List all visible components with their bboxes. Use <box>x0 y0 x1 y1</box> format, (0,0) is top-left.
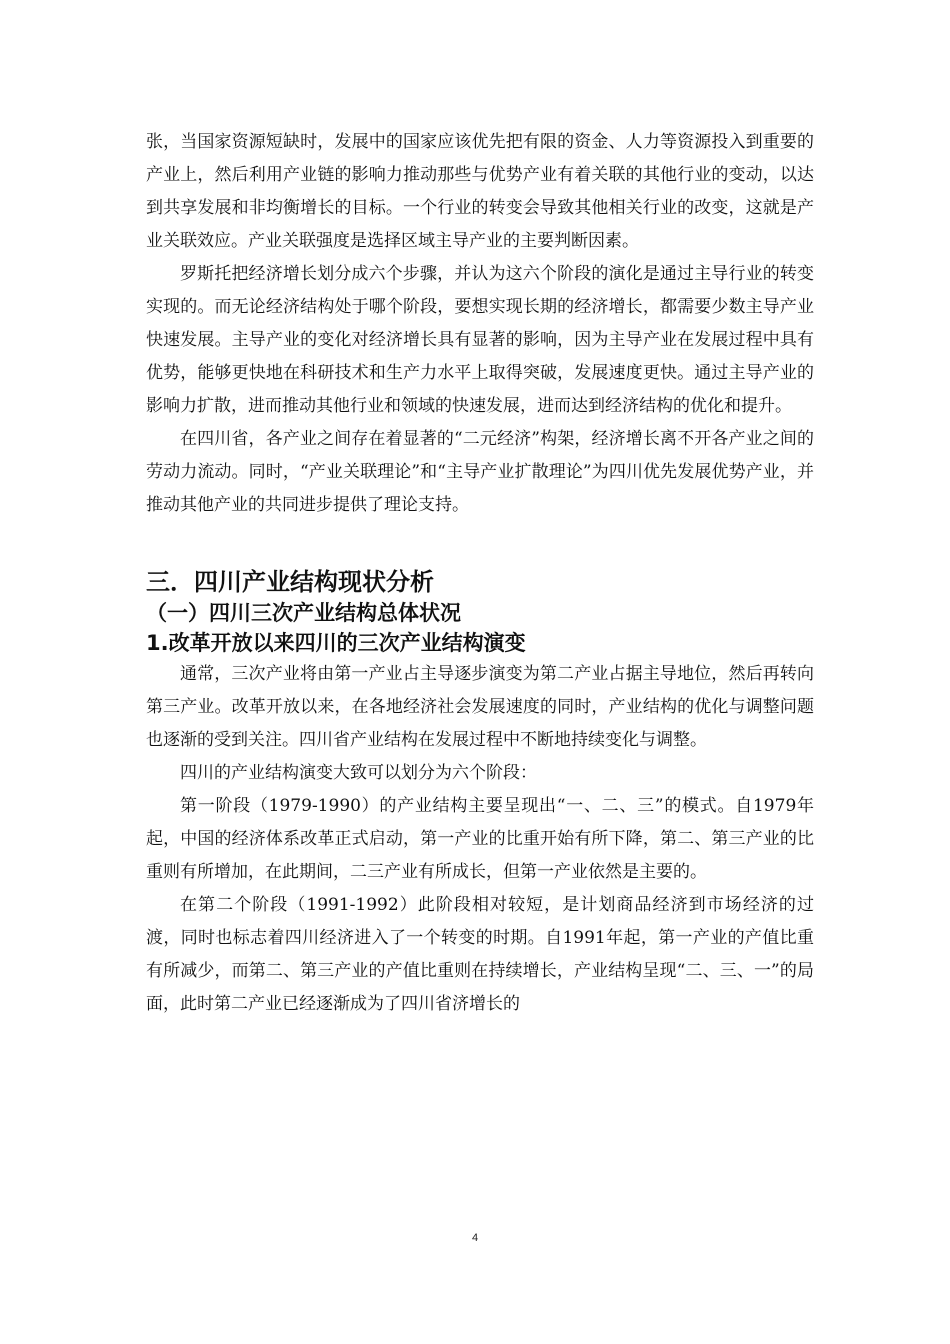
section-spacer <box>146 522 814 566</box>
paragraph-six-stages-intro: 四川的产业结构演变大致可以划分为六个阶段： <box>180 763 537 783</box>
section-heading: 三．四川产业结构现状分析 <box>146 568 434 596</box>
paragraph-rostow: 罗斯托把经济增长划分成六个步骤，并认为这六个阶段的演化是通过主导行业的转变实现的。而无论经济结构处于哪个阶段，要想实现长期的经济增长，都需要少数主导产业快速发展。主导产业的变化对经济增长具有显著的影响，因为主导产业在发展过程中具有优势，能够更快地在科研技术和生产力水平上取得突破，发展速度更快。通过主导产业的影响力扩散，进而推动其他行业和领域的快速发展，进而达到经济结构的优化和提升。 <box>146 264 814 416</box>
subsubsection-heading: 1.改革开放以来四川的三次产业结构演变 <box>146 631 526 655</box>
paragraph-sichuan-dual-economy: 在四川省，各产业之间存在着显著的“二元经济”构架，经济增长离不开各产业之间的劳动力流动。同时，“产业关联理论”和“主导产业扩散理论”为四川优先发展优势产业，并推动其他产业的共同进步提供了理论支持。 <box>146 429 814 515</box>
paragraph-general-evolution: 通常，三次产业将由第一产业占主导逐步演变为第二产业占据主导地位，然后再转向第三产业。改革开放以来，在各地经济社会发展速度的同时，产业结构的优化与调整问题也逐渐的受到关注。四川省产业结构在发展过程中不断地持续变化与调整。 <box>146 664 814 750</box>
subsection-heading: （一）四川三次产业结构总体状况 <box>146 601 461 625</box>
paragraph-continuation: 张，当国家资源短缺时，发展中的国家应该优先把有限的资金、人力等资源投入到重要的产业上，然后利用产业链的影响力推动那些与优势产业有着关联的其他行业的变动，以达到共享发展和非均衡增长的目标。一个行业的转变会导致其他相关行业的改变，这就是产业关联效应。产业关联强度是选择区域主导产业的主要判断因素。 <box>146 132 814 251</box>
page-number: 4 <box>471 1232 479 1244</box>
page-body <box>146 126 814 1021</box>
paragraph-stage-one: 第一阶段（1979-1990）的产业结构主要呈现出“一、二、三”的模式。自1979年起，中国的经济体系改革正式启动，第一产业的比重开始有所下降，第二、第三产业的比重则有所增加，在此期间，二三产业有所成长，但第一产业依然是主要的。 <box>146 796 814 882</box>
paragraph-stage-two: 在第二个阶段（1991-1992）此阶段相对较短，是计划商品经济到市场经济的过渡，同时也标志着四川经济进入了一个转变的时期。自1991年起，第一产业的产值比重有所减少，而第二、第三产业的产值比重则在持续增长，产业结构呈现“二、三、一”的局面，此时第二产业已经逐渐成为了四川省济增长的 <box>146 895 814 1014</box>
